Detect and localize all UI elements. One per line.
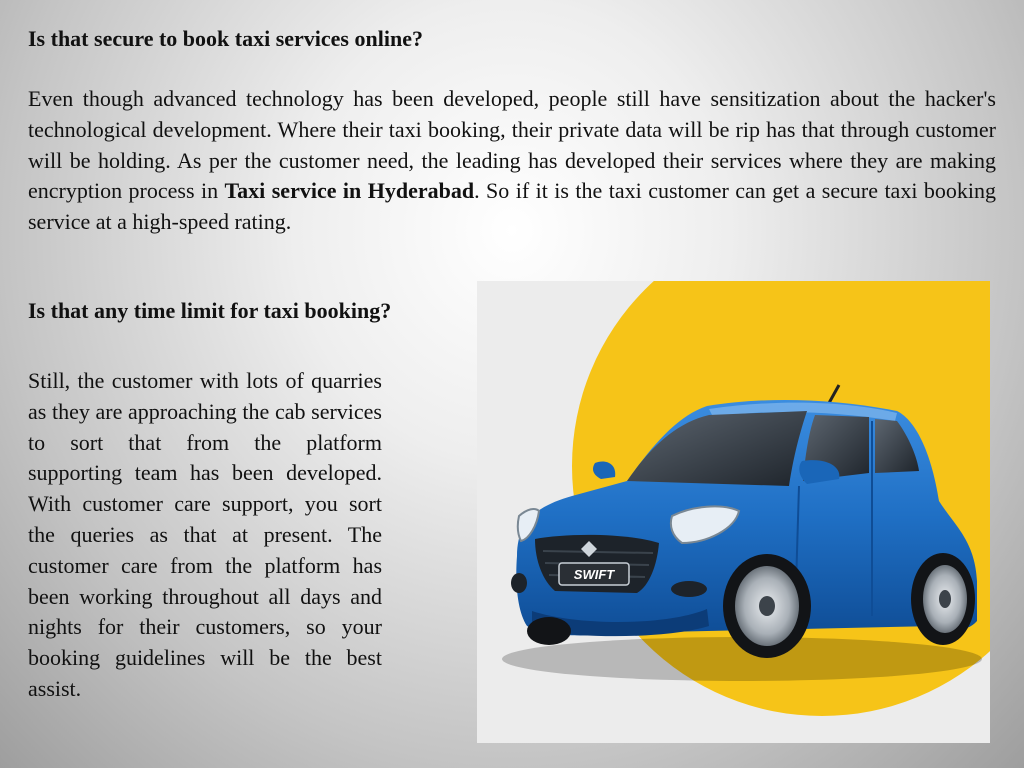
- heading-secure-booking-text: Is that secure to book taxi services online: [28, 26, 412, 51]
- heading-secure-booking: [28, 24, 996, 54]
- front-wheel: [723, 554, 811, 658]
- blue-hatchback-car-image: [477, 281, 990, 743]
- heading-time-limit: Is that any time limit for taxi booking?: [28, 298, 392, 323]
- paragraph-time-limit: Still, the customer with lots of quarries as they are approaching the cab services to sort that from the platform supporting team has been developed. With customer care support, you sort the queries as that at present. The customer care from the platform has been working throughout all days and nights for their customers, so your booking guidelines will be the best assist.: [28, 368, 382, 701]
- paragraph-secure-booking: [28, 84, 996, 238]
- car-photo: [477, 281, 990, 743]
- link-taxi-service-hyderabad: Taxi service in Hyderabad: [224, 178, 475, 204]
- rear-wheel: [911, 553, 975, 645]
- paragraph-text-end: . So if it is the taxi customer can get a secure taxi booking service at a high-speed rating.: [28, 178, 996, 235]
- left-front-wheel: [527, 617, 571, 645]
- license-plate-text: SWIFT: [573, 567, 615, 582]
- paragraph-text-start: Even though advanced technology has been developed, people still have sensitization about the hacker's technological development. Where their taxi booking, their private data will be rip has that through customer will be holding. As per the customer need, the leading has developed their services where they are making encryption process in: [28, 86, 996, 204]
- heading-question-mark: ?: [411, 26, 423, 51]
